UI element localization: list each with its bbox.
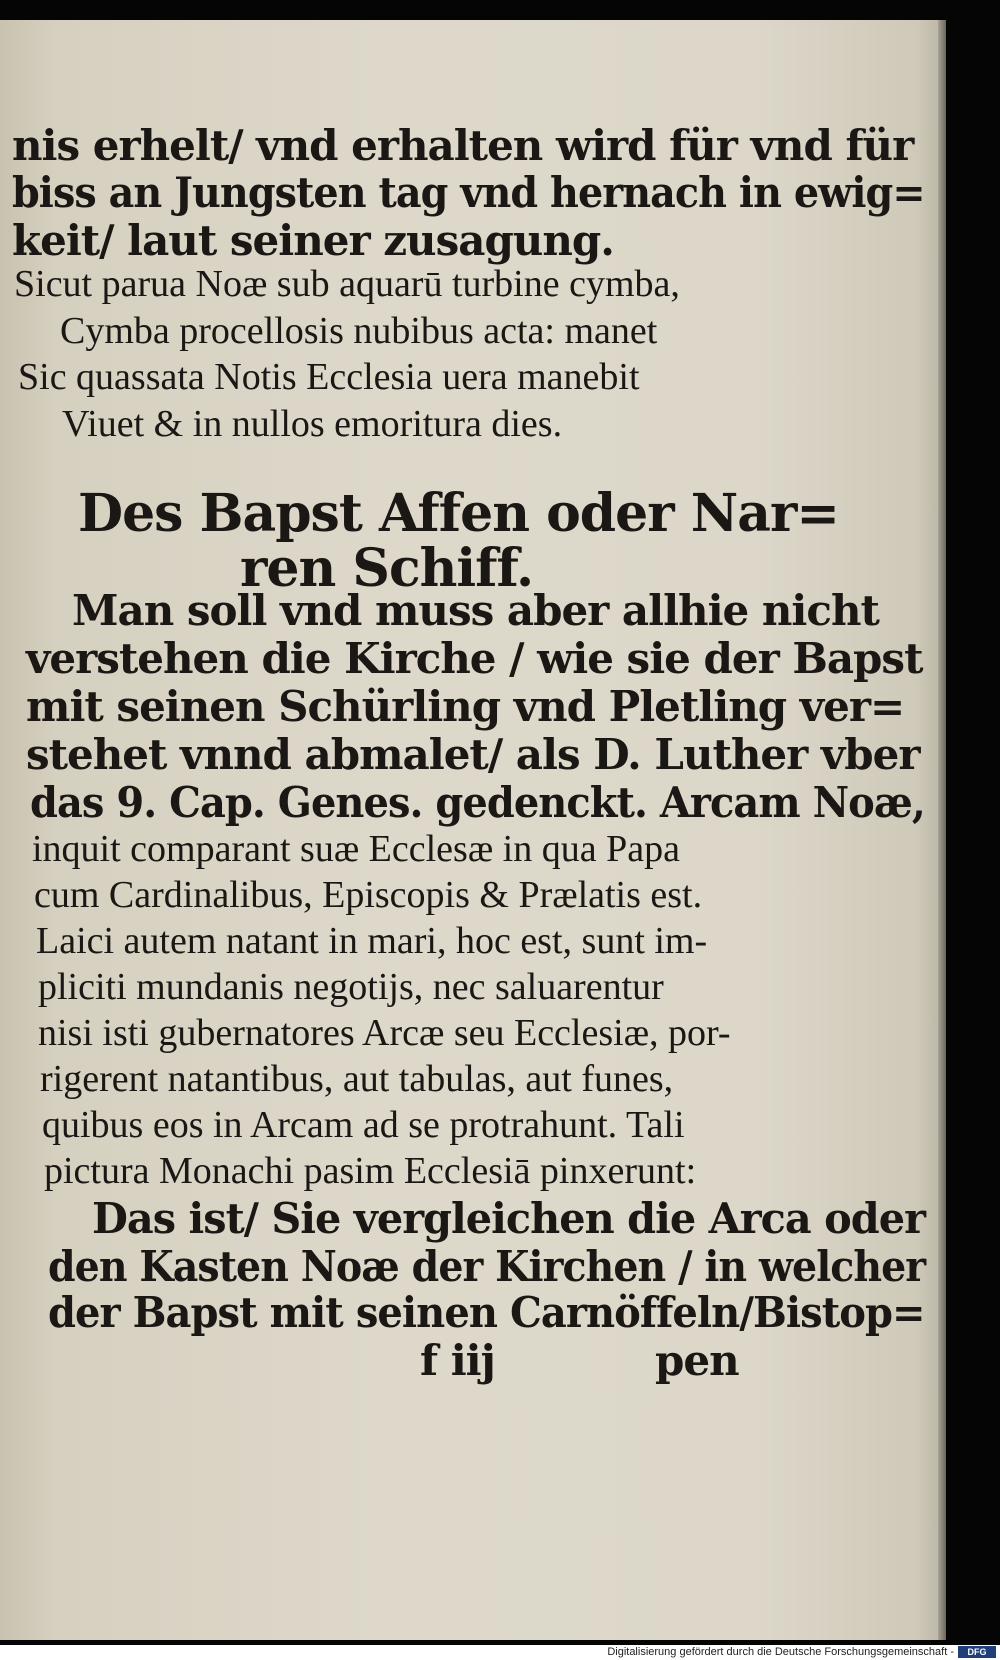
body-line-6: inquit comparant suæ Ecclesæ in qua Papa — [32, 828, 680, 870]
body-line-10: nisi isti gubernatores Arcæ seu Ecclesiæ, por- — [38, 1012, 731, 1054]
footer-credit: Digitalisierung gefördert durch die Deutsche Forschungsgemeinschaft - — [607, 1646, 954, 1658]
body-line-7: cum Cardinalibus, Episcopis & Prælatis est. — [34, 874, 703, 916]
poem-line-1: Sicut parua Noæ sub aquarū turbine cymba, — [14, 263, 680, 305]
text-line-top-2: biss an Jungsten tag vnd hernach in ewig= — [12, 168, 925, 217]
section-heading-line-2: ren Schiff. — [240, 538, 534, 599]
poem-line-2: Cymba procellosis nubibus acta: manet — [60, 310, 658, 352]
poem-line-4: Viuet & in nullos emoritura dies. — [62, 403, 563, 445]
catchword: pen — [655, 1336, 739, 1385]
body-line-8: Laici autem natant in mari, hoc est, sunt im- — [36, 920, 708, 962]
body-line-11: rigerent natantibus, aut tabulas, aut funes, — [40, 1058, 674, 1100]
poem-line-3: Sic quassata Notis Ecclesia uera manebit — [18, 356, 640, 398]
body-line-2: verstehen die Kirche / wie sie der Bapst — [26, 634, 923, 683]
body-line-15: den Kasten Noæ der Kirchen / in welcher — [48, 1242, 926, 1291]
body-line-9: pliciti mundanis negotijs, nec saluarentur — [38, 966, 664, 1008]
dfg-logo: DFG — [958, 1646, 996, 1658]
page-edge — [938, 20, 946, 1640]
body-line-3: mit seinen Schürling vnd Pletling ver= — [26, 682, 905, 731]
body-line-12: quibus eos in Arcam ad se protrahunt. Tali — [42, 1104, 685, 1146]
body-line-13: pictura Monachi pasim Ecclesiā pinxerunt: — [44, 1150, 697, 1192]
body-line-14: Das ist/ Sie vergleichen die Arca oder — [92, 1194, 925, 1243]
footer-bar — [0, 1645, 1000, 1660]
body-line-1: Man soll vnd muss aber allhie nicht — [72, 586, 879, 635]
body-line-4: stehet vnnd abmalet/ als D. Luther vber — [26, 730, 920, 779]
text-line-top-3: keit/ laut seiner zusagung. — [12, 216, 614, 265]
text-line-top-1: nis erhelt/ vnd erhalten wird für vnd für — [12, 121, 914, 170]
body-line-16: der Bapst mit seinen Carnöffeln/Bistop= — [48, 1288, 925, 1337]
signature-mark: f iij — [420, 1336, 495, 1385]
section-heading-line-1: Des Bapst Affen oder Nar= — [78, 483, 839, 544]
body-line-5: das 9. Cap. Genes. gedenckt. Arcam Noæ, — [30, 778, 925, 827]
